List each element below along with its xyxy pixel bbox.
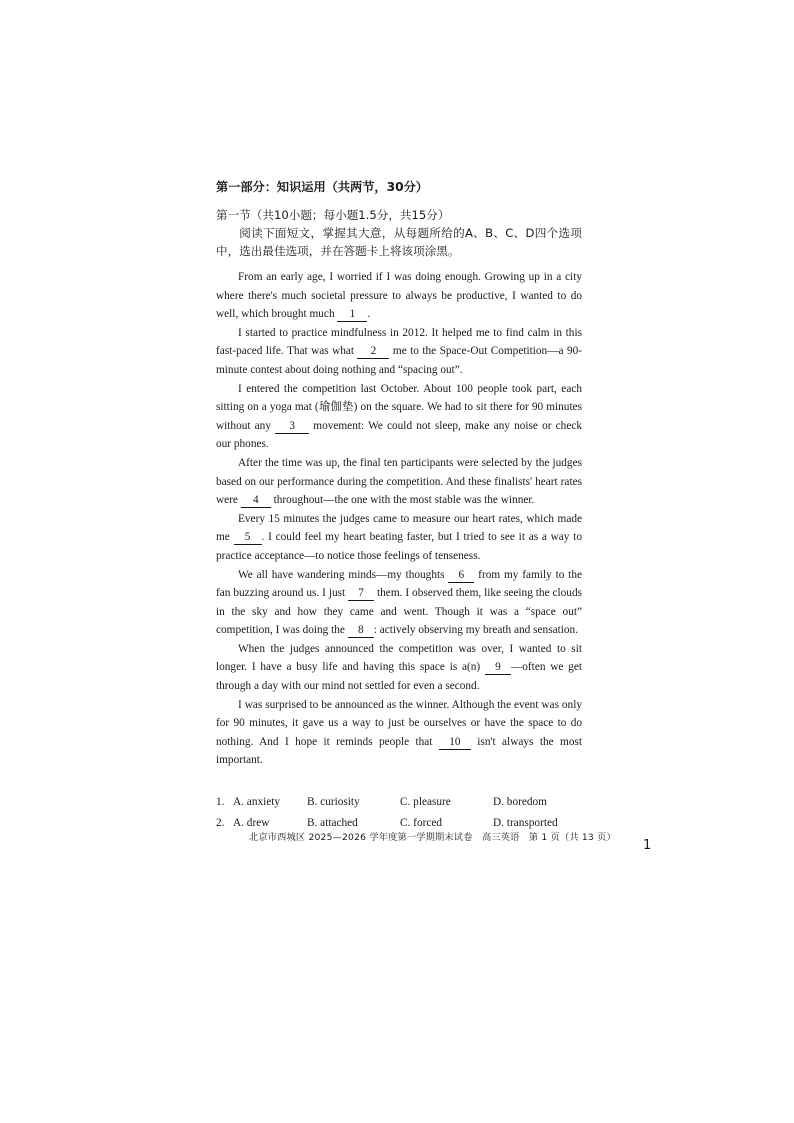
text: —often we get through a day with our mind not settled for even a second. [216, 661, 582, 693]
text: from my family to the fan buzzing around us. I just [216, 568, 582, 600]
text: me to the Space-Out Competition—a 90-minute contest about doing nothing and “spacing out”. [216, 345, 583, 376]
blank-2: 2 [357, 345, 389, 359]
option-d: D. boredom [493, 796, 547, 809]
paragraph-8 [216, 696, 582, 770]
question-row [216, 792, 582, 813]
text: throughout—the one with the most stable was the winner. [270, 494, 535, 507]
paragraph-6 [216, 566, 582, 640]
blank-9: 9 [485, 661, 511, 675]
text: I was surprised to be announced as the winner. Although the event was only for 90 minutes, it gave us a way to just be ourselves or have the space to do nothing. And I hope it reminds people that [216, 698, 582, 748]
paragraph-5 [216, 510, 582, 566]
option-a: A. anxiety [233, 796, 281, 809]
blank-1: 1 [337, 308, 367, 322]
instructions: 阅读下面短文，掌握其大意，从每题所给的A、B、C、D四个选项中，选出最佳选项，并在答题卡上将该项涂黑。 [216, 226, 582, 258]
text: Every 15 minutes the judges came to measure our heart rates, which made me [216, 512, 582, 544]
text: I started to practice mindfulness in 2012. It helped me to find calm in this fast-paced life. That was what [216, 326, 582, 358]
blank-4: 4 [241, 494, 271, 508]
option-a: A. drew [233, 817, 270, 830]
text: : actively observing my breath and sensation. [373, 624, 579, 637]
paragraph-2 [216, 324, 582, 380]
paragraph-7 [216, 640, 582, 696]
text: . [367, 308, 371, 321]
blank-5: 5 [234, 531, 262, 545]
option-b: B. attached [307, 817, 358, 830]
question-number: 1. [216, 796, 225, 809]
text: When the judges announced the competition was over, I wanted to sit longer. I have a busy life and having this space is a(n) [216, 642, 582, 674]
exam-content [216, 178, 582, 834]
text: After the time was up, the final ten participants were selected by the judges based on our performance during the competition. And these finalists' heart rates were [216, 456, 582, 507]
page-footer: 北京市西城区 2025—2026 学年度第一学期期末试卷 高三英语 第 1 页（共 13 页） [249, 832, 616, 843]
option-d: D. transported [493, 817, 558, 830]
text: We all have wandering minds—my thoughts [238, 568, 449, 581]
text: I entered the competition last October. About 100 people took part, each sitting on a yoga mat (瑜伽垫) on the square. We had to sit there for 90 minutes without any [216, 382, 582, 432]
blank-7: 7 [348, 587, 374, 601]
page-number: 1 [643, 838, 652, 853]
blank-10: 10 [439, 736, 471, 750]
text: From an early age, I worried if I was doing enough. Growing up in a city where there's much societal pressure to always be productive, I wanted to do well, which brought much [216, 271, 582, 321]
cloze-passage [216, 268, 582, 770]
option-c: C. forced [400, 817, 443, 830]
answer-options [216, 792, 582, 834]
blank-8: 8 [348, 624, 374, 638]
text: them. I observed them, like seeing the clouds in the sky and how they came and went. Though it was a “space out” competition, I was doing the [216, 587, 582, 637]
part-title: 第一部分：知识运用（共两节，30分） [216, 180, 428, 194]
text: . I could feel my heart beating faster, but I tried to see it as a way to practice acceptance—to notice those feelings of tenseness. [216, 531, 582, 562]
paragraph-1 [216, 268, 582, 324]
subsection-title: 第一节（共10小题；每小题1.5分，共15分） [216, 208, 450, 222]
text: isn't always the most important. [216, 735, 582, 767]
blank-3: 3 [275, 420, 309, 434]
paragraph-3 [216, 380, 582, 454]
blank-6: 6 [448, 569, 474, 583]
text: movement: We could not sleep, make any noise or check our phones. [216, 419, 582, 451]
option-b: B. curiosity [307, 796, 360, 809]
paragraph-4 [216, 454, 582, 510]
option-c: C. pleasure [400, 796, 451, 809]
question-number: 2. [216, 817, 225, 830]
